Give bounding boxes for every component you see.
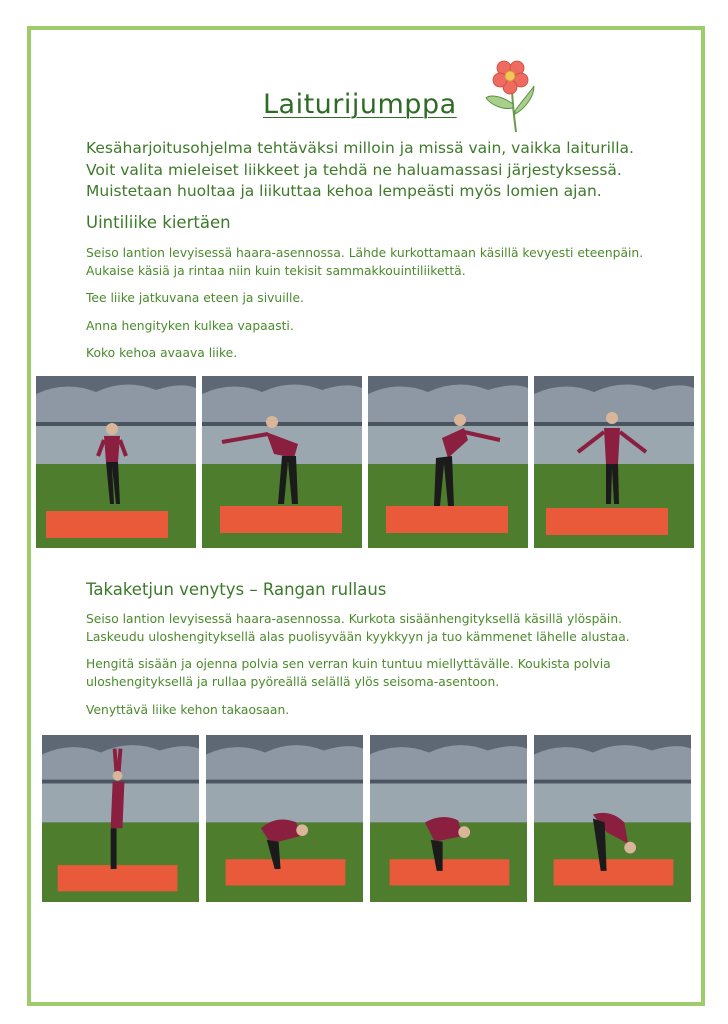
section2-p2-line-1: Hengitä sisään ja ojenna polvia sen verran kuin tuntuu miellyttävälle. Koukista polvia: [86, 657, 611, 671]
intro-line-3: Muistetaan huoltaa ja liikuttaa kehoa lempeästi myös lomien ajan.: [86, 182, 602, 200]
section2-p1-line-1: Seiso lantion levyisessä haara-asennossa. Kurkota sisäänhengityksellä käsillä ylöspäin.: [86, 612, 623, 626]
intro-text: [86, 138, 676, 203]
section2-paragraph-3: Venyttävä liike kehon takaosaan.: [86, 703, 290, 717]
section2-p2-line-2: uloshengityksellä ja rullaa pyöreällä selällä ylös seisoma-asentoon.: [86, 674, 500, 689]
exercise-photo: [42, 735, 199, 902]
section1-p1-line-1: Seiso lantion levyisessä haara-asennossa. Lähde kurkottamaan käsillä kevyesti eteenpäin.: [86, 246, 644, 260]
section2-heading: Takaketjun venytys – Rangan rullaus: [86, 580, 387, 599]
section2-paragraph-1: [86, 611, 686, 646]
section1-heading: Uintiliike kiertäen: [86, 213, 231, 232]
page-title: Laiturijumppa: [263, 89, 457, 120]
section2-p1-line-2: Laskeudu uloshengityksellä alas puolisyvään kyykkyyn ja tuo kämmenet lähelle alustaa.: [86, 629, 630, 644]
flower-icon: [482, 56, 538, 134]
exercise-photo: [206, 735, 363, 902]
section1-paragraph-3: Anna hengityken kulkea vapaasti.: [86, 319, 294, 333]
intro-line-2: Voit valita mieleiset liikkeet ja tehdä ne haluamassasi järjestyksessä.: [86, 160, 622, 179]
section1-p1-line-2: Aukaise käsiä ja rintaa niin kuin tekisit sammakkouintiliikettä.: [86, 263, 466, 278]
exercise-photo: [370, 735, 527, 902]
intro-line-1: Kesäharjoitusohjelma tehtäväksi milloin ja missä vain, vaikka laiturilla.: [86, 139, 634, 157]
exercise-photo: [368, 376, 528, 548]
section2-paragraph-2: [86, 656, 686, 691]
section1-paragraph-1: [86, 245, 686, 280]
exercise-photo: [534, 735, 691, 902]
exercise-photo: [534, 376, 694, 548]
section1-paragraph-4: Koko kehoa avaava liike.: [86, 346, 238, 360]
section1-paragraph-2: Tee liike jatkuvana eteen ja sivuille.: [86, 291, 304, 305]
exercise-photo: [36, 376, 196, 548]
exercise-photo: [202, 376, 362, 548]
